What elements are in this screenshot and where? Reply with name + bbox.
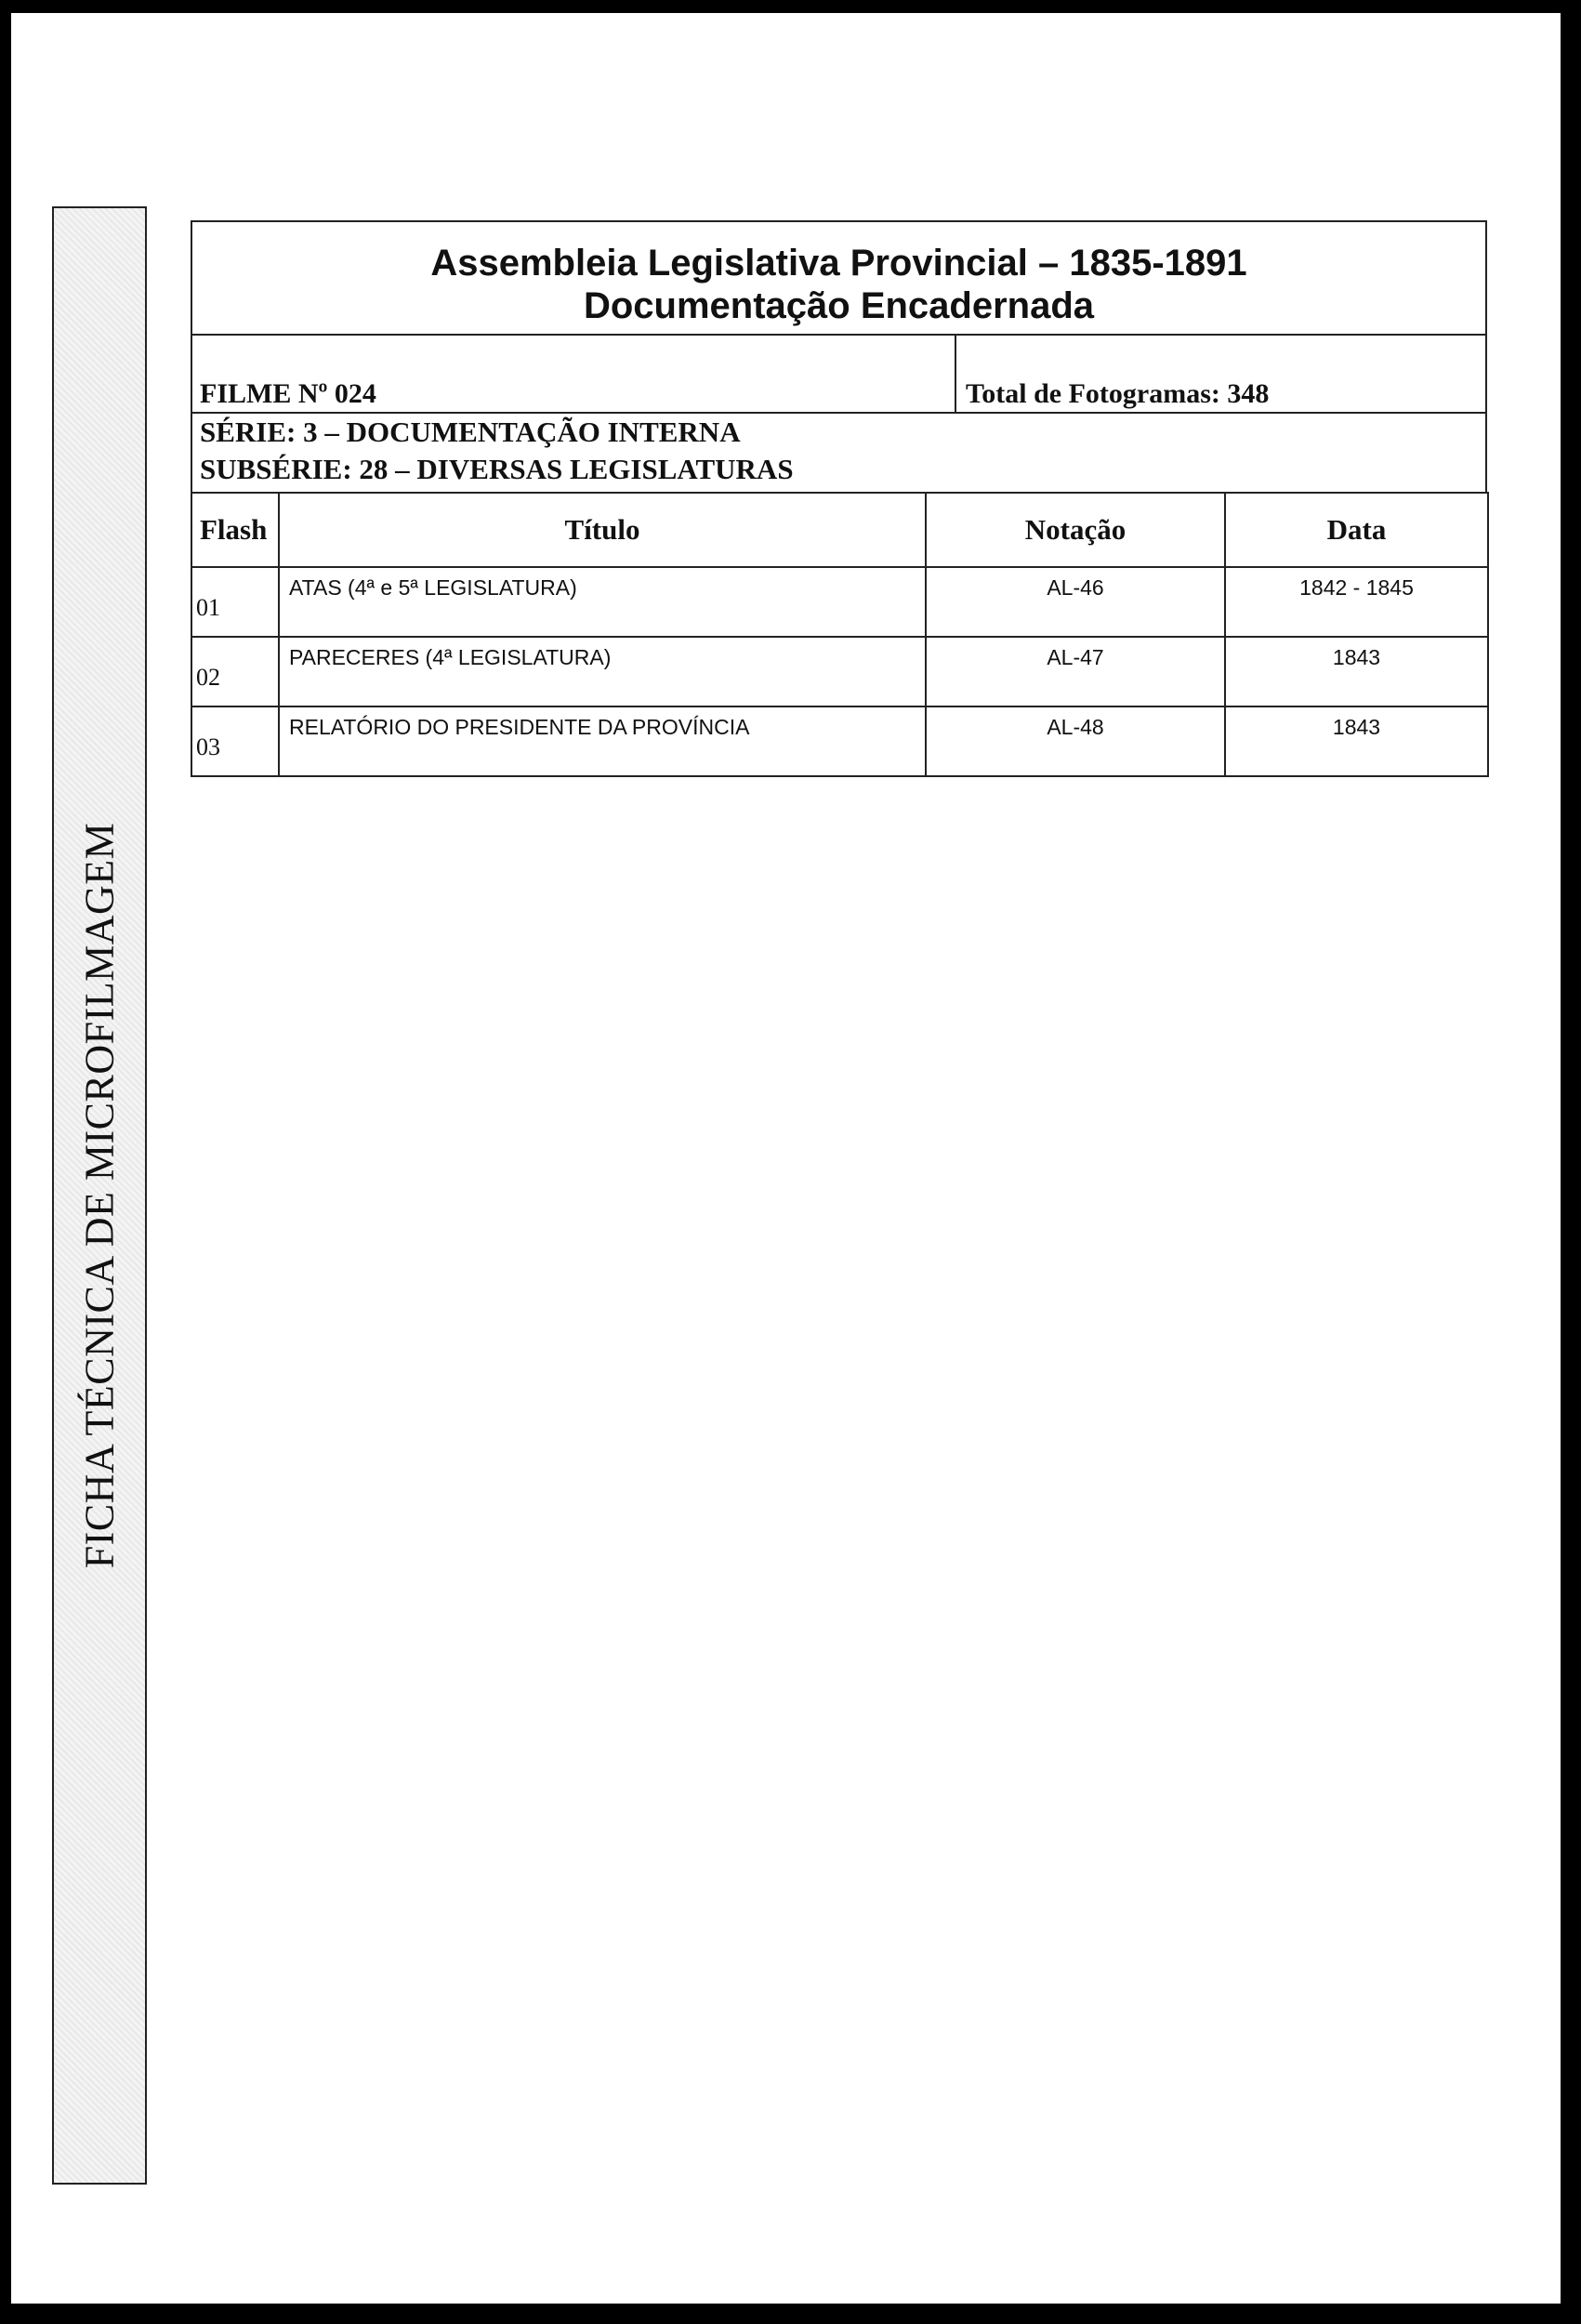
side-label: FICHA TÉCNICA DE MICROFILMAGEM (76, 822, 123, 1569)
cell-notation (926, 706, 1225, 776)
column-header-flash: Flash (191, 493, 279, 567)
page-title: Assembleia Legislativa Provincial – 1835-1891 (430, 243, 1247, 284)
row-notation: AL-48 (1047, 715, 1104, 739)
film-number: FILME Nº 024 (200, 378, 376, 409)
cell-date (1225, 567, 1488, 637)
cell-flash (191, 706, 279, 776)
cell-notation (926, 567, 1225, 637)
row-title: RELATÓRIO DO PRESIDENTE DA PROVÍNCIA (289, 715, 750, 739)
side-strip (52, 206, 147, 2185)
subseries-line: SUBSÉRIE: 28 – DIVERSAS LEGISLATURAS (200, 453, 794, 485)
info-row (191, 336, 1487, 414)
row-date: 1843 (1332, 715, 1381, 739)
cell-title (279, 637, 926, 706)
flash-table (191, 492, 1489, 777)
row-date: 1843 (1332, 645, 1381, 669)
cell-title (279, 706, 926, 776)
header-box (191, 220, 1487, 336)
row-date: 1842 - 1845 (1299, 575, 1414, 600)
row-notation: AL-47 (1047, 645, 1104, 669)
table-row (191, 567, 1488, 637)
column-header-date: Data (1225, 493, 1488, 567)
flash-number: 01 (196, 594, 220, 621)
row-title: PARECERES (4ª LEGISLATURA) (289, 645, 612, 669)
row-title: ATAS (4ª e 5ª LEGISLATURA) (289, 575, 577, 600)
frames-total: Total de Fotogramas: 348 (966, 378, 1270, 409)
flash-number: 02 (196, 664, 220, 691)
table-row (191, 706, 1488, 776)
column-header-notation: Notação (926, 493, 1225, 567)
series-line: SÉRIE: 3 – DOCUMENTAÇÃO INTERNA (200, 416, 741, 448)
cell-notation (926, 637, 1225, 706)
column-header-title: Título (279, 493, 926, 567)
info-divider (955, 336, 956, 412)
row-notation: AL-46 (1047, 575, 1104, 600)
page-subtitle: Documentação Encadernada (583, 285, 1095, 326)
cell-flash (191, 637, 279, 706)
cell-title (279, 567, 926, 637)
cell-date (1225, 637, 1488, 706)
cell-date (1225, 706, 1488, 776)
flash-number: 03 (196, 733, 220, 760)
table-header-row (191, 493, 1488, 567)
cell-flash (191, 567, 279, 637)
series-box (191, 414, 1487, 492)
table-row (191, 637, 1488, 706)
